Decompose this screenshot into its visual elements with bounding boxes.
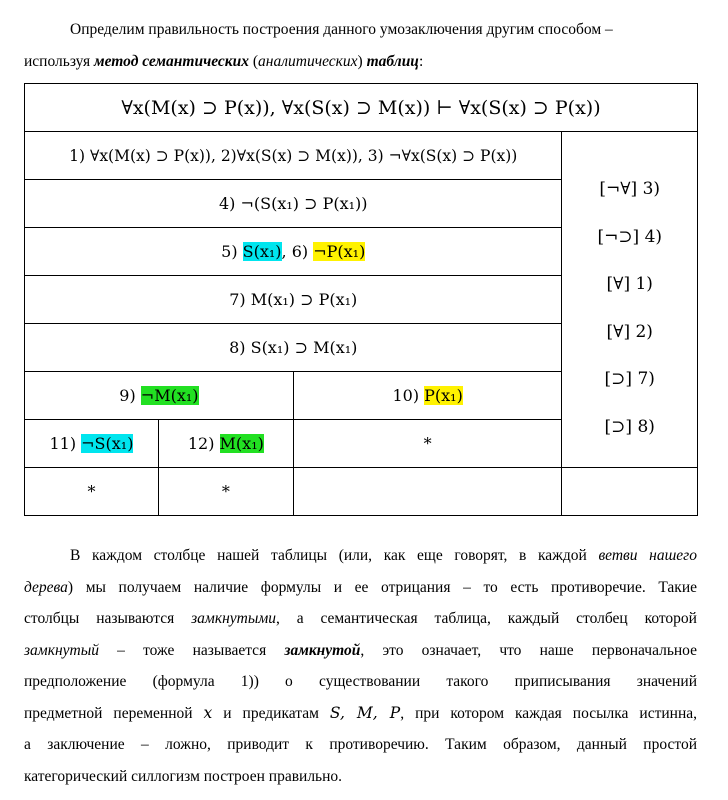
step-8-row: 8) S(x₁) ⊃ M(x₁) bbox=[25, 324, 562, 372]
closed-marker-branch-10: * bbox=[293, 420, 562, 468]
formula-m-x1: M(x₁) bbox=[219, 434, 264, 453]
body-line-7: а заключение – ложно, приводит к противоречию. Таким образом, данный простой bbox=[24, 736, 697, 753]
premises-row: 1) ∀x(M(x) ⊃ P(x)), 2)∀x(S(x) ⊃ M(x)), 3) ¬∀x(S(x) ⊃ P(x)) bbox=[25, 132, 562, 180]
branch-9-cell bbox=[25, 372, 294, 420]
formula-p-x1: P(x₁) bbox=[424, 386, 463, 405]
intro-colon: : bbox=[418, 53, 424, 70]
closed-marker-branch-11: * bbox=[25, 468, 159, 516]
rule-1: [¬∀] 3) bbox=[599, 179, 661, 199]
closed-marker-branch-12: * bbox=[158, 468, 293, 516]
body-tree-term: дерева bbox=[24, 578, 68, 596]
body-line-8: категорический силлогизм построен правильно. bbox=[24, 767, 343, 785]
intro-method-term: метод семантических bbox=[94, 53, 249, 70]
body-closed-table-term: замкнутой bbox=[284, 641, 361, 659]
intro-paren-close: ) bbox=[357, 53, 367, 70]
body-text: и предикатам bbox=[212, 704, 330, 722]
intro-paragraph bbox=[24, 14, 697, 78]
intro-analytic-term: аналитических bbox=[258, 53, 358, 70]
body-predicates: S, M, P bbox=[329, 703, 401, 722]
body-text: предметной переменной bbox=[24, 704, 204, 722]
body-line-6 bbox=[24, 698, 697, 730]
rule-5: [⊃] 7) bbox=[604, 369, 655, 389]
body-text: , при котором каждая посылка истинна, bbox=[400, 704, 698, 722]
step-6-label: , 6) bbox=[281, 242, 314, 261]
intro-line-1: Определим правильность построения данного умозаключения другим способом – bbox=[70, 21, 613, 38]
rule-3: [∀] 1) bbox=[606, 274, 653, 294]
step-4-row: 4) ¬(S(x₁) ⊃ P(x₁)) bbox=[25, 180, 562, 228]
formula-not-p-x1: ¬P(x₁) bbox=[313, 242, 366, 261]
intro-text: используя bbox=[24, 53, 94, 70]
step-5-label: 5) bbox=[221, 242, 243, 261]
rule-4: [∀] 2) bbox=[606, 321, 653, 342]
step-12-label: 12) bbox=[187, 434, 220, 453]
empty-cell bbox=[293, 468, 562, 516]
body-text: , это означает, что наше первоначальное bbox=[360, 641, 698, 659]
rules-column bbox=[562, 132, 698, 468]
body-line-4 bbox=[24, 635, 697, 667]
table-header-formula: ∀x(M(x) ⊃ P(x)), ∀x(S(x) ⊃ M(x)) ⊢ ∀x(S(x) ⊃ P(x)) bbox=[25, 84, 698, 132]
step-10-label: 10) bbox=[392, 386, 425, 405]
branch-11-cell bbox=[25, 420, 159, 468]
body-text: – тоже называется bbox=[98, 641, 285, 659]
body-line-3 bbox=[24, 603, 697, 635]
body-var-x: x bbox=[203, 703, 213, 722]
body-text: , а семантическая таблица, каждый столбец которой bbox=[275, 610, 697, 627]
rule-6: [⊃] 8) bbox=[604, 416, 655, 437]
formula-not-m-x1: ¬M(x₁) bbox=[140, 386, 199, 405]
branch-10-cell bbox=[293, 372, 562, 420]
body-closed-plural-term: замкнутыми bbox=[191, 610, 276, 627]
body-closed-term: замкнутый bbox=[24, 641, 99, 659]
body-line-5: предположение (формула 1)) о существовании такого приписывания значений bbox=[24, 673, 697, 690]
step-5-6-row bbox=[25, 228, 562, 276]
step-11-label: 11) bbox=[49, 434, 82, 453]
intro-line-2 bbox=[24, 46, 697, 78]
formula-s-x1: S(x₁) bbox=[242, 242, 282, 261]
formula-not-s-x1: ¬S(x₁) bbox=[81, 434, 134, 453]
rule-2: [¬⊃] 4) bbox=[597, 226, 663, 247]
explanation-paragraph bbox=[24, 540, 697, 792]
body-text: В каждом столбце нашей таблицы (или, как еще говорят, в каждой bbox=[70, 547, 599, 564]
intro-tables-term: таблиц bbox=[366, 53, 419, 70]
intro-paren-open: ( bbox=[249, 53, 259, 70]
empty-rule-cell bbox=[562, 468, 698, 516]
step-9-label: 9) bbox=[119, 386, 141, 405]
body-branch-term: ветви нашего bbox=[598, 547, 697, 564]
semantic-table bbox=[24, 83, 698, 516]
body-line-2 bbox=[24, 572, 697, 604]
branch-12-cell bbox=[158, 420, 293, 468]
body-line-1 bbox=[24, 540, 697, 572]
step-7-row: 7) M(x₁) ⊃ P(x₁) bbox=[25, 276, 562, 324]
body-text: ) мы получаем наличие формулы и ее отрицания – то есть противоречие. Такие bbox=[67, 578, 697, 596]
body-text: столбцы называются bbox=[24, 610, 192, 627]
